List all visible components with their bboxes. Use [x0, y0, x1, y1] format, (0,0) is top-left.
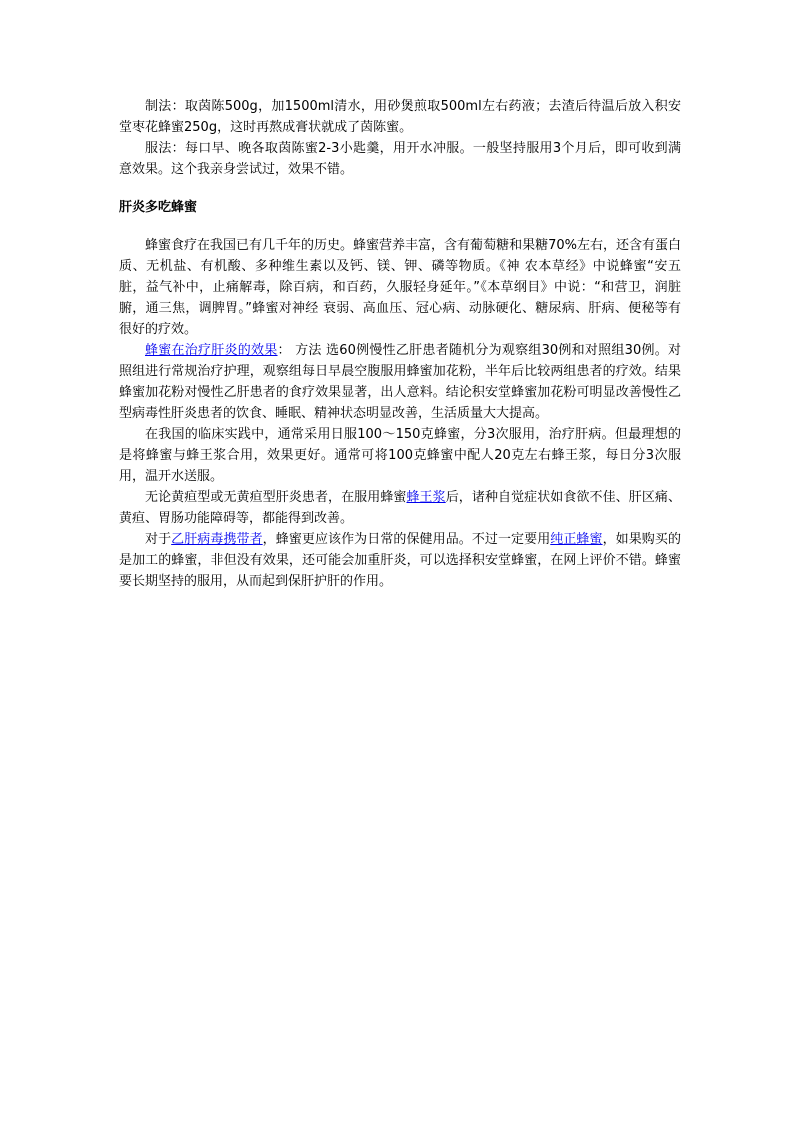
- carrier-text-middle: ，蜂蜜更应该作为日常的保健用品。不过一定要用: [262, 532, 551, 547]
- document-page: [119, 96, 681, 592]
- symptom-text-end: 后，诸种自觉症状如食欲不佳、肝区痛、黄疸、胃肠功能障碍等，都能得到改善。: [119, 490, 681, 526]
- carrier-text-end: ，如果购买的是加工的蜂蜜，非但没有效果，还可能会加重肝炎，可以选择积安堂蜂蜜，在网上评价不错。蜂蜜要长期坚持的服用，从而起到保肝护肝的作用。: [119, 532, 681, 589]
- treatment-effect-link[interactable]: 蜂蜜在治疗肝炎的效果: [145, 343, 278, 358]
- spacer: [119, 218, 681, 235]
- clinical-practice-paragraph: 在我国的临床实践中，通常采用日服100～150克蜂蜜，分3次服用，治疗肝病。但最理想的是将蜂蜜与蜂王浆合用，效果更好。通常可将100克蜂蜜中配人20克左右蜂王浆，每日分3次服用，温开水送服。: [119, 427, 681, 484]
- section-heading: 肝炎多吃蜂蜜: [119, 200, 198, 215]
- symptom-text-start: 无论黄疸型或无黄疸型肝炎患者，在服用蜂蜜: [145, 490, 407, 505]
- royal-jelly-link[interactable]: 蜂王浆: [406, 490, 446, 505]
- pure-honey-link[interactable]: 纯正蜂蜜: [550, 532, 603, 547]
- carrier-advice-paragraph: [119, 529, 681, 592]
- treatment-effect-text: ： 方法 选60例慢性乙肝患者随机分为观察组30例和对照组30例。对照组进行常规治疗护理，观察组每日早晨空腹服用蜂蜜加花粉，半年后比较两组患者的疗效。结果 蜂蜜加花粉对慢性乙肝患者的食疗效果显著，出人意料。结论积安堂蜂蜜加花粉可明显改善慢性乙型病毒性肝炎患者的饮食、睡眠、精神状态明显改善，生活质量大大提高。: [119, 343, 681, 421]
- preparation-paragraph: 制法：取茵陈500g，加1500ml清水，用砂煲煎取500ml左右药液；去渣后待温后放入积安堂枣花蜂蜜250g，这时再熬成膏状就成了茵陈蜜。: [119, 99, 681, 135]
- carrier-text-start: 对于: [145, 532, 172, 547]
- usage-paragraph: 服法：每口早、晚各取茵陈蜜2-3小匙羹，用开水冲服。一般坚持服用3个月后，即可收到满意效果。这个我亲身尝试过，效果不错。: [119, 141, 681, 177]
- spacer: [119, 180, 681, 197]
- honey-history-paragraph: 蜂蜜食疗在我国已有几千年的历史。蜂蜜营养丰富，含有葡萄糖和果糖70%左右，还含有蛋白质、无机盐、有机酸、多种维生素以及钙、镁、钾、磷等物质。《神 农本草经》中说蜂蜜“安五脏，益气补中，止痛解毒，除百病，和百药，久服轻身延年。”《本草纲目》中说：“和营卫，润脏腑，通三焦，调脾胃。”蜂蜜对神经 衰弱、高血压、冠心病、动脉硬化、糖尿病、肝病、便秘等有很好的疗效。: [119, 238, 681, 337]
- hepatitis-b-carrier-link[interactable]: 乙肝病毒携带者: [171, 532, 263, 547]
- symptom-improvement-paragraph: [119, 487, 681, 529]
- treatment-effect-paragraph: [119, 340, 681, 424]
